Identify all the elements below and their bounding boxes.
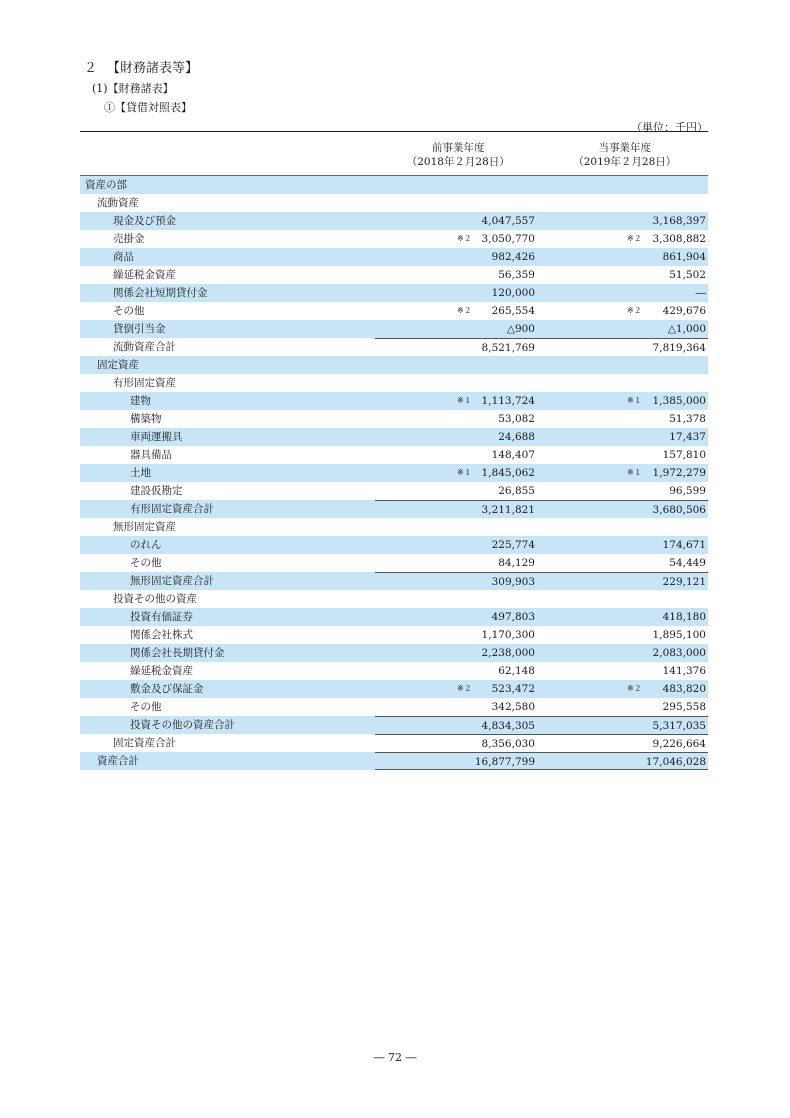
prior-year-value [375, 446, 541, 464]
table-row [80, 680, 708, 698]
value-text: 17,437 [669, 431, 706, 443]
row-label: 貸倒引当金 [113, 323, 166, 335]
footnote-mark: ※２ [627, 234, 642, 243]
value-text: 2,083,000 [652, 647, 706, 659]
row-label: 建設仮勘定 [130, 485, 183, 497]
current-year-value [541, 626, 708, 644]
value-text: 51,502 [669, 269, 706, 281]
prior-year-value [375, 320, 541, 338]
row-label: 資産合計 [97, 755, 139, 767]
row-label: 関係会社短期貸付金 [113, 287, 208, 299]
header-label-cell [80, 132, 375, 175]
value-text: 54,449 [669, 557, 706, 569]
table-row [80, 590, 708, 608]
current-year-value [541, 284, 708, 302]
value-text: 141,376 [662, 665, 706, 677]
value-text: 9,226,664 [652, 738, 706, 750]
current-year-value [541, 536, 708, 554]
prior-year-value [375, 248, 541, 266]
table-row [80, 248, 708, 266]
prior-year-value [375, 518, 541, 536]
current-year-value [541, 698, 708, 716]
table-row [80, 212, 708, 230]
row-label: 現金及び預金 [113, 215, 176, 227]
value-text: 157,810 [662, 449, 706, 461]
footnote-mark: ※１ [457, 396, 472, 405]
value-text: 1,972,279 [652, 467, 706, 479]
current-year-value [541, 230, 708, 248]
current-year-value [541, 410, 708, 428]
prior-year-value [375, 284, 541, 302]
row-label: 車両運搬具 [130, 431, 183, 443]
value-text: 16,877,799 [474, 756, 535, 768]
value-text: 26,855 [498, 485, 535, 497]
value-text: 51,378 [669, 413, 706, 425]
prior-year-value [375, 752, 541, 770]
prior-year-value [375, 212, 541, 230]
table-body [80, 176, 708, 770]
row-label: 流動資産合計 [113, 341, 176, 353]
row-label: 有形固定資産合計 [130, 503, 214, 515]
value-text: △1,000 [667, 323, 706, 335]
row-label: 器具備品 [130, 449, 172, 461]
prior-year-value [375, 392, 541, 410]
prior-year-value [375, 194, 541, 212]
row-label: 土地 [130, 467, 151, 479]
current-year-value [541, 266, 708, 284]
value-text: 342,580 [491, 701, 535, 713]
row-label: 投資その他の資産 [113, 593, 197, 605]
table-header [80, 132, 708, 176]
value-text: 3,050,770 [481, 233, 535, 245]
value-text: 1,385,000 [652, 395, 706, 407]
prior-year-value [375, 680, 541, 698]
current-year-value [541, 590, 708, 608]
current-year-value [541, 428, 708, 446]
footnote-mark: ※２ [627, 306, 642, 315]
value-text: 8,356,030 [481, 738, 535, 750]
prior-year-value [375, 356, 541, 374]
prior-year-value [375, 176, 541, 194]
current-year-value [541, 212, 708, 230]
prior-year-value [375, 608, 541, 626]
value-text: 5,317,035 [652, 720, 706, 732]
table-row [80, 662, 708, 680]
prior-year-value [375, 230, 541, 248]
statement-title: ①【貸借対照表】 [104, 101, 192, 114]
prior-year-value [375, 644, 541, 662]
table-row [80, 698, 708, 716]
table-row [80, 428, 708, 446]
page-number: ― 72 ― [373, 1051, 417, 1064]
value-text: 174,671 [662, 539, 706, 551]
value-text: 84,129 [498, 557, 535, 569]
header-current-year [542, 132, 709, 175]
value-text: 1,113,724 [481, 395, 535, 407]
prior-year-value [375, 374, 541, 392]
footnote-mark: ※１ [627, 468, 642, 477]
prior-year-value [375, 590, 541, 608]
unit-label: （単位：千円） [631, 121, 708, 134]
prior-year-value [375, 554, 541, 572]
value-text: 120,000 [491, 287, 535, 299]
current-year-value [541, 446, 708, 464]
value-text: 53,082 [498, 413, 535, 425]
value-text: 7,819,364 [652, 342, 706, 354]
footnote-mark: ※２ [457, 306, 472, 315]
current-year-value [541, 644, 708, 662]
section-title: 【財務諸表等】 [107, 61, 199, 76]
table-row [80, 320, 708, 338]
current-year-value [541, 356, 708, 374]
value-text: 3,308,882 [652, 233, 706, 245]
row-label: 敷金及び保証金 [130, 683, 204, 695]
table-row [80, 266, 708, 284]
table-row [80, 518, 708, 536]
table-row [80, 392, 708, 410]
prior-year-value [375, 626, 541, 644]
value-text: 295,558 [662, 701, 706, 713]
row-label: 無形固定資産合計 [130, 575, 214, 587]
prior-year-value [375, 410, 541, 428]
value-text: 3,211,821 [481, 504, 535, 516]
current-year-value [541, 572, 708, 590]
prior-year-value [375, 572, 541, 590]
current-year-value [541, 752, 708, 770]
row-label: 構築物 [130, 413, 162, 425]
prior-year-value [375, 266, 541, 284]
value-text: 225,774 [491, 539, 535, 551]
value-text: 4,047,557 [481, 215, 535, 227]
value-text: 17,046,028 [645, 756, 706, 768]
current-year-value [541, 554, 708, 572]
row-label: 固定資産 [97, 359, 139, 371]
table-row [80, 230, 708, 248]
row-label: その他 [113, 305, 145, 317]
table-row [80, 734, 708, 752]
footnote-mark: ※１ [457, 468, 472, 477]
prior-year-value [375, 482, 541, 500]
row-label: 流動資産 [97, 197, 139, 209]
current-year-value [541, 338, 708, 356]
current-year-value [541, 680, 708, 698]
current-year-value [541, 374, 708, 392]
table-row [80, 284, 708, 302]
value-text: 982,426 [491, 251, 535, 263]
current-year-value [541, 518, 708, 536]
footnote-mark: ※２ [457, 684, 472, 693]
current-year-value [541, 734, 708, 752]
subsection-title: (1)【財務諸表】 [92, 82, 174, 95]
table-row [80, 356, 708, 374]
table-row [80, 536, 708, 554]
value-text: 523,472 [491, 683, 535, 695]
row-label: その他 [130, 701, 162, 713]
prior-year-label: 前事業年度 [432, 142, 485, 154]
table-row [80, 194, 708, 212]
current-year-value [541, 662, 708, 680]
table-row [80, 410, 708, 428]
row-label: のれん [130, 539, 162, 551]
prior-year-value [375, 338, 541, 356]
prior-year-value [375, 428, 541, 446]
value-text: ― [695, 287, 706, 299]
row-label: 固定資産合計 [113, 737, 176, 749]
value-text: 3,168,397 [652, 215, 706, 227]
table-row [80, 176, 708, 194]
value-text: 8,521,769 [481, 342, 535, 354]
row-label: 資産の部 [85, 179, 127, 191]
value-text: 4,834,305 [481, 720, 535, 732]
current-year-value [541, 176, 708, 194]
table-row [80, 446, 708, 464]
prior-year-value [375, 464, 541, 482]
row-label: 無形固定資産 [113, 521, 176, 533]
section-number: ２ [84, 61, 98, 76]
table-row [80, 482, 708, 500]
row-label: 関係会社長期貸付金 [130, 647, 225, 659]
current-year-label: 当事業年度 [598, 142, 651, 154]
current-year-value [541, 716, 708, 734]
footnote-mark: ※１ [627, 396, 642, 405]
table-row [80, 608, 708, 626]
footnote-mark: ※２ [627, 684, 642, 693]
value-text: 309,903 [491, 576, 535, 588]
prior-year-value [375, 302, 541, 320]
current-year-value [541, 320, 708, 338]
header-prior-year [375, 132, 542, 175]
row-label: 繰延税金資産 [130, 665, 193, 677]
table-row [80, 338, 708, 356]
value-text: 148,407 [491, 449, 535, 461]
value-text: △900 [506, 323, 535, 335]
prior-year-value [375, 734, 541, 752]
table-row [80, 716, 708, 734]
value-text: 229,121 [662, 576, 706, 588]
value-text: 96,599 [669, 485, 706, 497]
table-row [80, 644, 708, 662]
row-label: 関係会社株式 [130, 629, 193, 641]
prior-year-value [375, 536, 541, 554]
current-year-value [541, 500, 708, 518]
row-label: 商品 [113, 251, 134, 263]
value-text: 483,820 [662, 683, 706, 695]
row-label: 有形固定資産 [113, 377, 176, 389]
current-year-value [541, 608, 708, 626]
section-heading [84, 57, 198, 76]
row-label: 投資その他の資産合計 [130, 719, 235, 731]
table-row [80, 554, 708, 572]
table-row [80, 572, 708, 590]
value-text: 1,845,062 [481, 467, 535, 479]
prior-year-date: （2018年２月28日） [406, 156, 510, 168]
value-text: 265,554 [491, 305, 535, 317]
prior-year-value [375, 698, 541, 716]
row-label: 建物 [130, 395, 151, 407]
value-text: 1,895,100 [652, 629, 706, 641]
value-text: 497,803 [491, 611, 535, 623]
table-row [80, 302, 708, 320]
row-label: 繰延税金資産 [113, 269, 176, 281]
current-year-value [541, 392, 708, 410]
current-year-value [541, 302, 708, 320]
prior-year-value [375, 500, 541, 518]
value-text: 24,688 [498, 431, 535, 443]
current-year-value [541, 482, 708, 500]
row-label: 売掛金 [113, 233, 145, 245]
value-text: 62,148 [498, 665, 535, 677]
row-label: その他 [130, 557, 162, 569]
value-text: 861,904 [662, 251, 706, 263]
value-text: 418,180 [662, 611, 706, 623]
value-text: 429,676 [662, 305, 706, 317]
value-text: 56,359 [498, 269, 535, 281]
table-row [80, 374, 708, 392]
table-row [80, 752, 708, 770]
footnote-mark: ※２ [457, 234, 472, 243]
value-text: 3,680,506 [652, 504, 706, 516]
table-row [80, 500, 708, 518]
table-row [80, 626, 708, 644]
prior-year-value [375, 662, 541, 680]
value-text: 2,238,000 [481, 647, 535, 659]
current-year-value [541, 248, 708, 266]
prior-year-value [375, 716, 541, 734]
row-label: 投資有価証券 [130, 611, 193, 623]
current-year-date: （2019年２月28日） [573, 156, 677, 168]
balance-sheet-table [80, 131, 708, 770]
table-row [80, 464, 708, 482]
current-year-value [541, 194, 708, 212]
current-year-value [541, 464, 708, 482]
value-text: 1,170,300 [481, 629, 535, 641]
